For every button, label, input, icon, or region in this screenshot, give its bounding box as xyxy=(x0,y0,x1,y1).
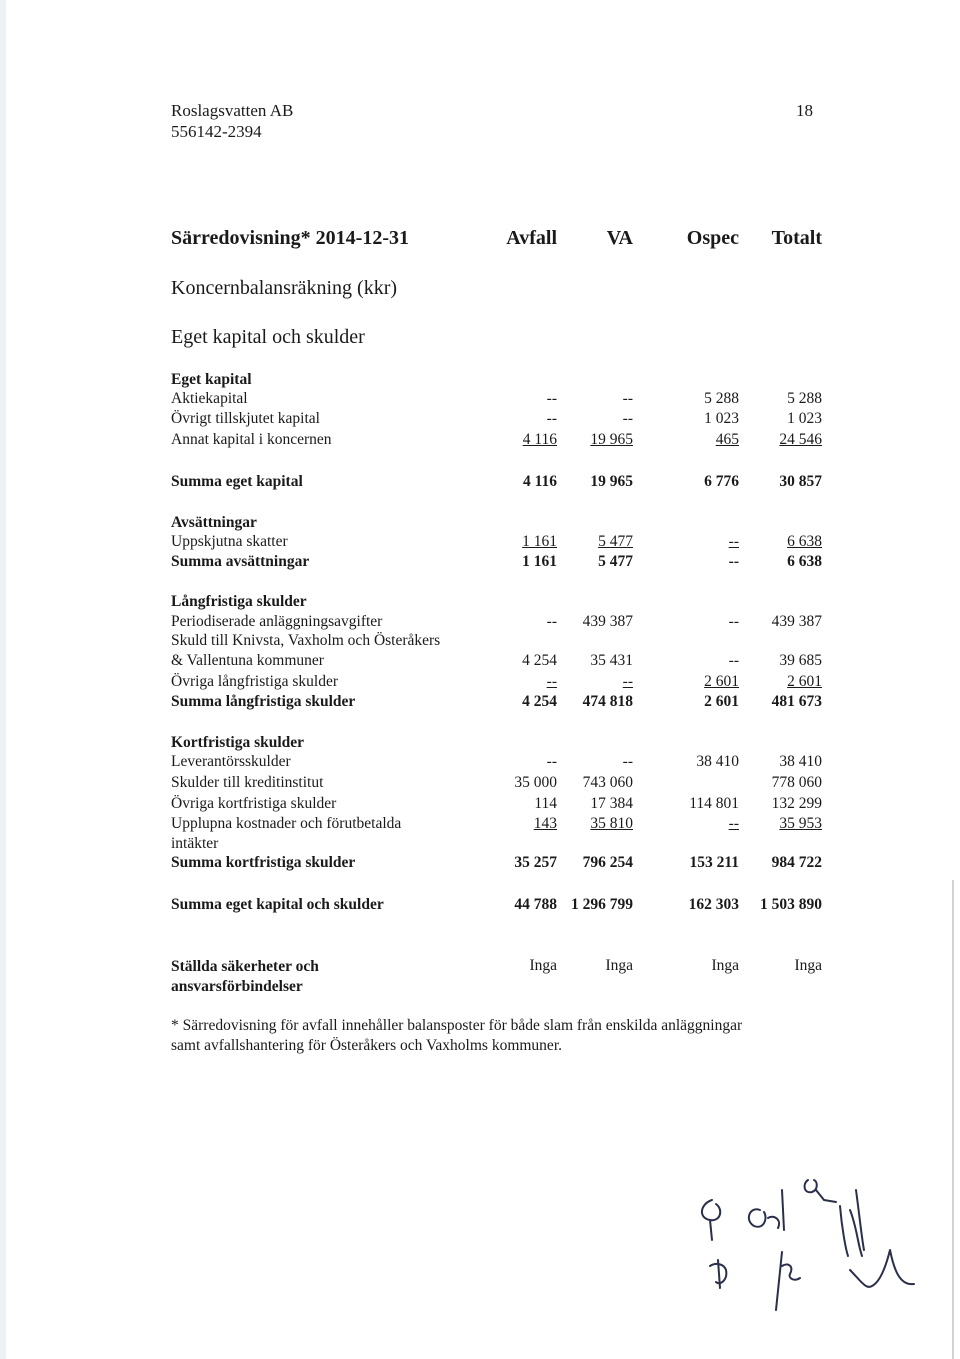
cell-va: 17 384 xyxy=(590,795,633,812)
cell-va: 5 477 xyxy=(598,533,633,550)
initial-stroke xyxy=(776,1252,800,1310)
sum-va: 19 965 xyxy=(590,473,633,490)
kortfristiga-heading: Kortfristiga skulder xyxy=(171,734,305,751)
row-label: Periodiserade anläggningsavgifter xyxy=(171,613,383,630)
sum-totalt: 481 673 xyxy=(771,693,822,710)
cell-va: -- xyxy=(622,410,633,427)
eget-kapital-heading: Eget kapital xyxy=(171,371,252,388)
sum-label: Summa eget kapital xyxy=(171,473,303,490)
cell-va: -- xyxy=(622,673,633,690)
pledged-avfall: Inga xyxy=(529,957,557,974)
sum-ospec: 153 211 xyxy=(689,854,739,871)
cell-totalt: 6 638 xyxy=(787,533,822,550)
sum-va: 474 818 xyxy=(582,693,633,710)
sum-label: Summa avsättningar xyxy=(171,553,310,570)
sum-totalt: 30 857 xyxy=(779,473,822,490)
cell-ospec: -- xyxy=(728,613,739,630)
cell-va: 35 431 xyxy=(590,652,633,669)
initial-stroke xyxy=(840,1190,864,1256)
cell-ospec: 1 023 xyxy=(704,410,739,427)
cell-avfall: 4 116 xyxy=(522,431,557,448)
cell-totalt: 5 288 xyxy=(787,390,822,407)
footnote-line-2: samt avfallshantering för Österåkers och Vaxholms kommuner. xyxy=(171,1037,562,1054)
grand-total-avfall: 44 788 xyxy=(514,896,557,913)
cell-ospec: 38 410 xyxy=(696,753,739,770)
grand-total-ospec: 162 303 xyxy=(688,896,739,913)
company-name: Roslagsvatten AB xyxy=(171,101,294,120)
pledged-ospec: Inga xyxy=(711,957,739,974)
cell-ospec: -- xyxy=(728,533,739,550)
grand-total-va: 1 296 799 xyxy=(571,896,633,913)
sum-avfall: 1 161 xyxy=(522,553,557,570)
row-label: Annat kapital i koncernen xyxy=(171,431,332,448)
cell-ospec: 2 601 xyxy=(704,673,739,690)
cell-avfall: -- xyxy=(546,673,557,690)
cell-avfall: 114 xyxy=(534,795,557,812)
row-label: Aktiekapital xyxy=(171,390,248,407)
cell-totalt: 1 023 xyxy=(787,410,822,427)
cell-totalt: 132 299 xyxy=(771,795,822,812)
initial-stroke xyxy=(702,1200,720,1240)
footnote-line-1: * Särredovisning för avfall innehåller balansposter för både slam från enskilda anläggningar xyxy=(171,1017,743,1034)
cell-avfall: -- xyxy=(546,613,557,630)
cell-totalt: 2 601 xyxy=(787,673,822,690)
cell-va: 743 060 xyxy=(582,774,633,791)
row-label: Övriga kortfristiga skulder xyxy=(171,795,337,812)
cell-va: 19 965 xyxy=(590,431,633,448)
cell-avfall: 1 161 xyxy=(522,533,557,550)
cell-avfall: 143 xyxy=(533,815,557,832)
org-number: 556142-2394 xyxy=(171,122,262,141)
cell-va: 35 810 xyxy=(590,815,633,832)
sum-totalt: 6 638 xyxy=(787,553,822,570)
cell-totalt: 439 387 xyxy=(771,613,822,630)
initial-stroke xyxy=(805,1180,836,1202)
pledged-label-continued: ansvarsförbindelser xyxy=(171,978,303,995)
cell-avfall: 35 000 xyxy=(514,774,557,791)
initial-stroke xyxy=(710,1260,726,1288)
sum-avfall: 4 254 xyxy=(522,693,557,710)
row-label: Leverantörsskulder xyxy=(171,753,291,770)
grand-total-label: Summa eget kapital och skulder xyxy=(171,896,384,913)
sum-label: Summa långfristiga skulder xyxy=(171,693,356,710)
row-label-continued: intäkter xyxy=(171,835,219,852)
column-header-avfall: Avfall xyxy=(506,227,557,249)
initial-stroke xyxy=(749,1190,784,1230)
row-label: Övriga långfristiga skulder xyxy=(171,673,339,690)
pledged-va: Inga xyxy=(605,957,633,974)
pledged-label: Ställda säkerheter och xyxy=(171,958,319,975)
sum-ospec: -- xyxy=(728,553,739,570)
cell-avfall: 4 254 xyxy=(522,652,557,669)
sum-va: 5 477 xyxy=(598,553,633,570)
column-header-va: VA xyxy=(606,227,633,249)
cell-ospec: 5 288 xyxy=(704,390,739,407)
row-label: Uppskjutna skatter xyxy=(171,533,288,550)
cell-ospec: 114 801 xyxy=(689,795,739,812)
page-number: 18 xyxy=(796,101,813,120)
sum-label: Summa kortfristiga skulder xyxy=(171,854,356,871)
sum-ospec: 2 601 xyxy=(704,693,739,710)
sum-avfall: 35 257 xyxy=(514,854,557,871)
column-header-ospec: Ospec xyxy=(686,227,739,249)
scan-edge xyxy=(0,0,6,1359)
cell-ospec: -- xyxy=(728,652,739,669)
scan-edge-right xyxy=(952,880,954,1359)
cell-va: 439 387 xyxy=(582,613,633,630)
pledged-totalt: Inga xyxy=(794,957,822,974)
row-label: Upplupna kostnader och förutbetalda xyxy=(171,815,402,832)
column-header-totalt: Totalt xyxy=(771,227,822,249)
cell-totalt: 38 410 xyxy=(779,753,822,770)
initial-stroke xyxy=(850,1250,914,1287)
cell-va: -- xyxy=(622,753,633,770)
row-label: Skulder till kreditinstitut xyxy=(171,774,324,791)
row-label-continued: & Vallentuna kommuner xyxy=(171,652,324,669)
cell-avfall: -- xyxy=(546,410,557,427)
cell-va: -- xyxy=(622,390,633,407)
cell-totalt: 778 060 xyxy=(771,774,822,791)
subtitle: Koncernbalansräkning (kkr) xyxy=(171,277,398,299)
handwritten-initials xyxy=(690,1170,930,1330)
report-title: Särredovisning* 2014-12-31 xyxy=(171,227,409,249)
cell-avfall: -- xyxy=(546,390,557,407)
sum-va: 796 254 xyxy=(582,854,633,871)
cell-totalt: 35 953 xyxy=(779,815,822,832)
grand-total-totalt: 1 503 890 xyxy=(760,896,822,913)
row-label: Övrigt tillskjutet kapital xyxy=(171,410,320,427)
langfristiga-heading: Långfristiga skulder xyxy=(171,593,307,610)
cell-totalt: 24 546 xyxy=(779,431,822,448)
cell-totalt: 39 685 xyxy=(779,652,822,669)
cell-ospec: -- xyxy=(728,815,739,832)
sum-totalt: 984 722 xyxy=(771,854,822,871)
row-label: Skuld till Knivsta, Vaxholm och Österåkers xyxy=(171,632,441,649)
section-title: Eget kapital och skulder xyxy=(171,326,365,348)
cell-ospec: 465 xyxy=(715,431,739,448)
sum-avfall: 4 116 xyxy=(522,473,557,490)
cell-avfall: -- xyxy=(546,753,557,770)
sum-ospec: 6 776 xyxy=(704,473,739,490)
avsattningar-heading: Avsättningar xyxy=(171,514,257,531)
